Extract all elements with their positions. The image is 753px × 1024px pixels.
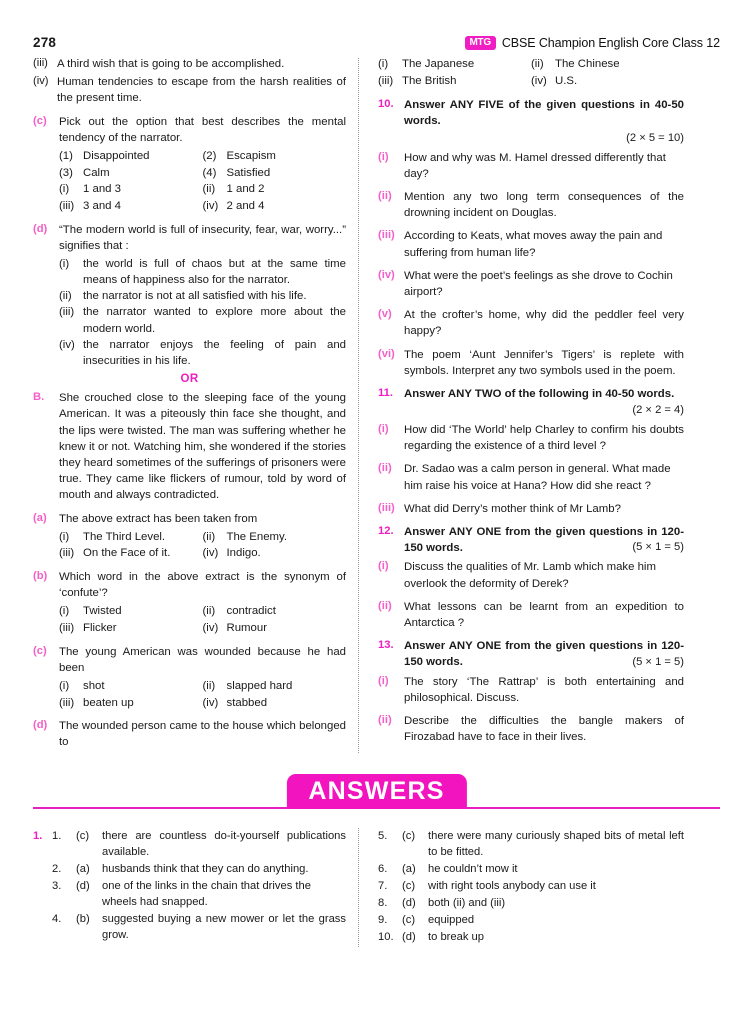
option-text: Indigo. <box>226 547 261 560</box>
answer-text: both (ii) and (iii) <box>428 897 506 910</box>
option-label: (i) <box>59 530 70 543</box>
option-label: (3) <box>59 166 73 179</box>
option-text: Human tendencies to escape from the harsh realities of the present time. <box>57 76 346 105</box>
sub-question-text: Discuss the qualities of Mr. Lamb which make him overlook the deformity of Derek? <box>404 561 656 590</box>
answers-left-column <box>33 828 358 945</box>
option <box>203 678 347 695</box>
option-text: 3 and 4 <box>83 199 122 212</box>
option-text: Satisfied <box>226 166 271 179</box>
answer-text: one of the links in the chain that drives the wheels had snapped. <box>102 880 311 909</box>
question-stem: The wounded person came to the house which belonged to <box>59 720 346 749</box>
option-text: A third wish that is going to be accomplished. <box>57 58 285 70</box>
option-text: 2 and 4 <box>226 199 265 212</box>
option-label: (iv) <box>202 199 219 212</box>
option <box>59 181 203 198</box>
answer-key: (d) <box>402 931 416 944</box>
option <box>203 529 347 546</box>
question-label: (d) <box>33 719 48 732</box>
sub-question-text: According to Keats, what moves away the pain and suffering from human life? <box>404 230 663 259</box>
sub-question-label: (ii) <box>378 713 392 726</box>
sub-question-label: (iii) <box>378 501 395 514</box>
question-label: (d) <box>33 222 48 235</box>
option-label: (iii) <box>33 57 48 69</box>
option <box>59 545 203 562</box>
answers-title: ANSWERS <box>286 774 466 809</box>
question-c-numbered-options <box>59 148 346 181</box>
carryover-option <box>33 56 346 72</box>
option-label: (ii) <box>202 605 216 618</box>
sub-question <box>378 559 684 591</box>
sub-question <box>378 461 684 493</box>
sub-question <box>378 150 684 182</box>
answer-index: 1. <box>52 829 62 842</box>
answer-index: 3. <box>52 880 62 893</box>
page-number: 278 <box>33 35 57 50</box>
answer-row <box>33 911 346 943</box>
option <box>378 73 531 90</box>
option-label: (4) <box>202 166 217 179</box>
option-text: Flicker <box>83 621 117 634</box>
sub-question-text: What lessons can be learnt from an expedition to Antarctica ? <box>404 600 684 629</box>
option-text: The Third Level. <box>83 530 166 543</box>
question-stem: Answer ANY FIVE of the given questions in 40-50 words. <box>404 99 684 128</box>
sub-question-label: (i) <box>378 423 389 436</box>
question-stem: The young American was wounded because he had been <box>59 645 346 674</box>
book-title: CBSE Champion English Core Class 12 <box>501 35 720 50</box>
sub-question-text: Dr. Sadao was a calm person in general. What made him raise his voice at Hana? How did she react ? <box>404 463 671 492</box>
question-number: 12. <box>378 525 394 538</box>
carryover-options <box>378 56 684 89</box>
option <box>203 695 347 712</box>
answer-text: with right tools anybody can use it <box>428 880 596 893</box>
sub-question-text: What did Derry’s mother think of Mr Lamb? <box>404 502 621 515</box>
answer-row <box>378 912 684 928</box>
option-text: the world is full of chaos but at the same time means of happiness also for the narrator. <box>83 257 346 287</box>
sub-question-label: (vi) <box>378 347 395 360</box>
answer-key: (a) <box>402 862 416 875</box>
option <box>59 603 203 620</box>
sub-question <box>378 422 684 454</box>
option <box>59 529 203 546</box>
option <box>203 148 347 165</box>
answer-index: 6. <box>378 862 388 875</box>
option <box>59 678 203 695</box>
marks-allocation: (2 × 2 = 4) <box>632 404 684 417</box>
sub-question-label: (iv) <box>378 268 395 281</box>
answer-row <box>33 861 346 877</box>
option-label: (ii) <box>202 530 216 543</box>
option-text: slapped hard <box>226 680 293 692</box>
option <box>203 165 347 182</box>
sub-question-text: At the crofter’s home, why did the peddler feel very happy? <box>404 309 684 338</box>
question-c2 <box>33 644 346 676</box>
answer-row <box>33 878 346 910</box>
option-label: (ii) <box>59 290 72 303</box>
option-label: (iii) <box>59 199 75 212</box>
answer-text: to break up <box>428 931 484 944</box>
question-b <box>33 569 346 601</box>
passage-label: B. <box>33 391 45 404</box>
option-label: (ii) <box>202 183 216 196</box>
option-label: (iii) <box>59 621 75 634</box>
option <box>203 198 347 215</box>
marks-allocation: (5 × 1 = 5) <box>632 655 684 668</box>
option-text: 1 and 2 <box>226 183 265 196</box>
sub-question-label: (v) <box>378 308 392 321</box>
answer-group-spacer <box>33 911 52 943</box>
option-label: (iv) <box>202 547 219 560</box>
option <box>59 198 203 215</box>
sub-question <box>378 599 684 631</box>
answer-text: suggested buying a new mower or let the grass grow. <box>102 913 346 942</box>
option-label: (iii) <box>59 306 75 319</box>
answer-key: (c) <box>402 829 416 842</box>
sub-question-text: The story ‘The Rattrap’ is both entertaining and philosophical. Discuss. <box>404 675 684 704</box>
sub-question-label: (ii) <box>378 190 392 203</box>
sub-question-text: The poem ‘Aunt Jennifer’s Tigers’ is replete with symbols. Interpret any two symbols used in the poem. <box>404 348 684 377</box>
sub-question-label: (i) <box>378 560 389 573</box>
answer-text: there are countless do-it-yourself publications available. <box>102 829 346 858</box>
question-10 <box>378 97 684 129</box>
option-label: (ii) <box>202 680 216 692</box>
option <box>378 56 531 73</box>
answer-index: 7. <box>378 880 388 893</box>
sub-question-text: How did ‘The World’ help Charley to confirm his doubts regarding the existence of a third level ? <box>404 424 684 453</box>
option <box>59 165 203 182</box>
answer-index: 2. <box>52 862 62 875</box>
sub-question <box>378 674 684 706</box>
sub-question-label: (iii) <box>378 229 395 242</box>
sub-question-text: What were the poet’s feelings as she drove to Cochin airport? <box>404 269 673 298</box>
question-stem: Answer ANY ONE from the given questions in 120-150 words. <box>404 640 684 669</box>
option-label: (iv) <box>59 338 75 351</box>
option-label: (iii) <box>59 696 75 709</box>
answer-index: 4. <box>52 913 62 926</box>
option-label: (iv) <box>531 74 547 87</box>
sub-question-text: How and why was M. Hamel dressed differently that day? <box>404 151 666 180</box>
question-label: (c) <box>33 644 47 657</box>
sub-question-label: (i) <box>378 674 389 687</box>
option-label: (iii) <box>59 547 75 560</box>
question-label: (a) <box>33 511 47 524</box>
option-text: stabbed <box>226 696 268 709</box>
marks-allocation: (5 × 1 = 5) <box>632 541 684 554</box>
answer-row <box>378 895 684 911</box>
question-c2-options <box>59 678 346 711</box>
answer-row <box>378 878 684 894</box>
option <box>59 148 203 165</box>
option-text: The Chinese <box>555 58 620 70</box>
answer-key: (b) <box>76 913 90 926</box>
or-separator: OR <box>180 373 199 386</box>
header-branding <box>465 36 720 51</box>
option <box>203 603 347 620</box>
option-label: (i) <box>59 183 70 196</box>
question-label: (b) <box>33 569 48 582</box>
left-column <box>33 56 358 753</box>
option <box>59 304 346 336</box>
option-text: The Japanese <box>402 58 475 70</box>
mtg-logo-icon: MTG <box>465 36 496 51</box>
question-b-options <box>59 603 346 636</box>
question-a <box>33 511 346 527</box>
question-11 <box>378 386 684 402</box>
answer-index: 10. <box>378 931 394 944</box>
option <box>59 337 346 369</box>
option-text: Escapism <box>226 149 276 162</box>
option <box>203 545 347 562</box>
answer-row <box>378 861 684 877</box>
option-label: (iii) <box>378 74 394 87</box>
sub-question <box>378 347 684 379</box>
sub-question <box>378 228 684 260</box>
question-number: 10. <box>378 98 394 111</box>
option-label: (iv) <box>33 75 49 88</box>
option <box>203 181 347 198</box>
question-c <box>33 114 346 146</box>
option <box>531 56 684 73</box>
question-d <box>33 222 346 254</box>
option <box>59 695 203 712</box>
answer-group-spacer <box>33 861 52 877</box>
option-label: (ii) <box>531 58 544 70</box>
answer-text: equipped <box>428 914 475 927</box>
answer-key: (c) <box>402 914 416 927</box>
question-stem: “The modern world is full of insecurity, fear, war, worry...” signifies that : <box>59 223 346 252</box>
question-d2 <box>33 718 346 750</box>
option-label: (i) <box>59 680 70 692</box>
answers-right-column <box>359 828 684 947</box>
option-label: (i) <box>378 58 389 70</box>
question-stem: Answer ANY ONE from the given questions in 120-150 words. <box>404 526 684 555</box>
answer-text: he couldn’t mow it <box>428 862 518 875</box>
question-stem: Answer ANY TWO of the following in 40-50 words. <box>404 387 675 400</box>
answer-row <box>378 929 684 945</box>
right-column <box>359 56 684 752</box>
page-header <box>33 0 720 56</box>
sub-question-label: (i) <box>378 150 389 163</box>
sub-question-text: Describe the difficulties the bangle makers of Firozabad have to face in their lives. <box>404 714 684 744</box>
option-label: (iv) <box>202 696 219 709</box>
option-text: 1 and 3 <box>83 183 122 196</box>
answers-banner <box>33 767 720 815</box>
question-columns <box>33 56 720 753</box>
option <box>203 620 347 637</box>
question-stem: The above extract has been taken from <box>59 512 258 525</box>
sub-question <box>378 501 684 517</box>
answer-key: (a) <box>76 862 90 875</box>
option-label: (1) <box>59 149 73 162</box>
question-a-options <box>59 529 346 562</box>
answer-key: (d) <box>402 897 416 910</box>
option-text: Calm <box>83 166 110 179</box>
option-text: U.S. <box>555 74 578 87</box>
passage-text: She crouched close to the sleeping face of the young American. It was a piteously thin face she thought, and the lips were twisted. The man was suffering whether he knew it or not. Watching him, she wondered if the stories they heard sometimes of the sufferings of prisoners were true. They came like flickers of rumour, told by word of mouth and always contradicted. <box>59 392 346 502</box>
option-label: (i) <box>59 257 70 270</box>
option <box>59 620 203 637</box>
sub-question <box>378 307 684 339</box>
sub-question <box>378 268 684 300</box>
option-text: Rumour <box>226 621 268 634</box>
sub-question-label: (ii) <box>378 599 392 612</box>
carryover-option <box>33 74 346 106</box>
question-stem: Pick out the option that best describes the mental tendency of the narrator. <box>59 115 346 144</box>
question-d-options <box>59 256 346 369</box>
answer-text: there were many curiously shaped bits of metal left to be fitted. <box>428 829 684 858</box>
option-text: Disappointed <box>83 149 150 162</box>
answer-row <box>378 828 684 860</box>
answer-key: (c) <box>76 829 90 842</box>
option-text: Twisted <box>83 605 122 618</box>
sub-question-label: (ii) <box>378 462 392 475</box>
answer-row <box>33 828 346 860</box>
option-label: (i) <box>59 605 70 618</box>
answer-key: (c) <box>402 880 416 893</box>
answer-key: (d) <box>76 880 90 893</box>
question-c-roman-options <box>59 181 346 214</box>
answers-columns <box>33 828 720 947</box>
sub-question <box>378 189 684 221</box>
answer-group-number: 1. <box>33 829 43 842</box>
option-text: On the Face of it. <box>83 547 171 560</box>
option <box>531 73 684 90</box>
option-text: the narrator enjoys the feeling of pain and insecurities in his life. <box>83 338 346 367</box>
option-text: The British <box>402 74 457 87</box>
option-text: The Enemy. <box>226 530 288 543</box>
option-text: beaten up <box>83 696 134 709</box>
question-label: (c) <box>33 114 47 127</box>
option-label: (2) <box>202 149 217 162</box>
answer-index: 9. <box>378 914 388 927</box>
answer-text: husbands think that they can do anything. <box>102 862 309 875</box>
sub-question-text: Mention any two long term consequences of the drowning incident on Douglas. <box>404 191 684 220</box>
option <box>59 288 346 304</box>
option-text: the narrator wanted to explore more about the modern world. <box>83 306 346 335</box>
option-text: shot <box>83 680 105 692</box>
passage-b <box>33 390 346 503</box>
answer-index: 8. <box>378 897 388 910</box>
option-label: (iv) <box>202 621 219 634</box>
answer-index: 5. <box>378 829 388 842</box>
answer-group-spacer <box>33 878 52 910</box>
question-number: 11. <box>378 386 393 399</box>
question-number: 13. <box>378 639 394 652</box>
option-text: the narrator is not at all satisfied with his life. <box>83 290 307 303</box>
option <box>59 256 346 288</box>
option-text: contradict <box>226 605 276 618</box>
sub-question <box>378 713 684 745</box>
question-stem: Which word in the above extract is the synonym of ‘confute’? <box>59 570 346 600</box>
marks-allocation: (2 × 5 = 10) <box>626 131 684 144</box>
